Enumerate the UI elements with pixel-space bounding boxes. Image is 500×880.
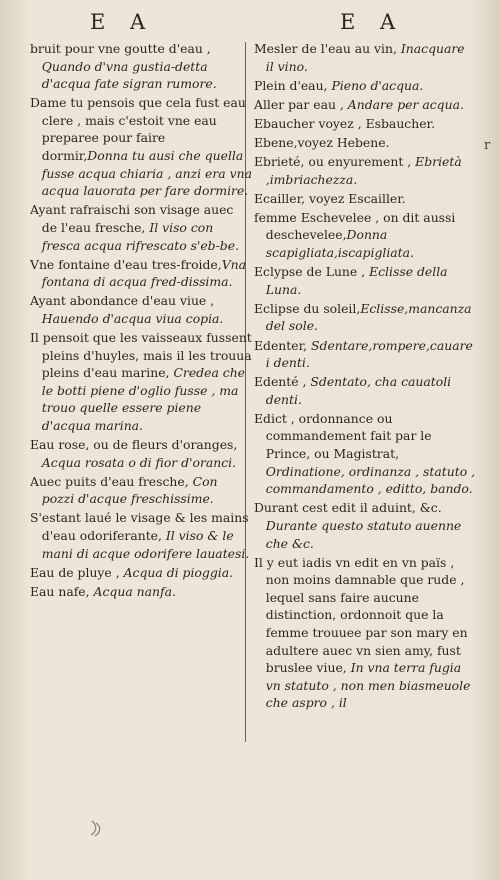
entry-italian-text: Durante questo statuto auenne che &c. [265,517,462,551]
dictionary-entry [254,373,476,408]
entry-french-text: femme Eschevelee , on dit aussi deschevelee, [254,209,456,243]
dictionary-entry [254,263,476,298]
entry-french-text: Edenter, [254,337,312,353]
dictionary-entry [254,499,476,552]
entry-italian-text: Il viso con fresca acqua rifrescato s'eb-be. [41,219,240,253]
entry-french-text: Eclypse de Lune , [254,264,370,280]
header-right: E A [340,10,405,34]
dictionary-entry [254,115,476,133]
entry-french-text: Edenté , [254,374,311,390]
dictionary-entry [254,77,476,95]
entry-french-text: bruit pour vne goutte d'eau , [30,41,211,56]
dictionary-entry [254,410,476,498]
entry-italian-text: Quando d'vna gustia-detta d'acqua fate sigran rumore. [41,58,217,92]
dictionary-entry [254,153,476,188]
dictionary-entry [30,436,252,471]
entry-french-text: Ebrieté, ou enyurement , [254,154,416,170]
entry-italian-text: Ordinatione, ordinanza , statuto , commandamento , editto, bando. [265,463,476,497]
entry-french-text: Ayant abondance d'eau viue , [30,293,215,309]
entry-french-text: Ebaucher voyez , Esbaucher. [254,115,436,131]
entry-french-text: Ecailler, voyez Escailler. [254,190,406,206]
entry-french-text: Plein d'eau, [254,77,332,93]
entry-italian-text: Eclisse,mancanza del sole. [265,300,472,334]
dictionary-entry [30,292,252,327]
entry-french-text: Vne fontaine d'eau tres-froide, [30,256,222,272]
entry-italian-text: In vna terra fugia vn statuto , non men biasmeuole che aspro , il [265,660,471,711]
entry-italian-text: Acqua di pioggia. [123,564,234,580]
entry-italian-text: Credea che le botti piene d'oglio fusse , ma trouo quelle essere piene d'acqua marina. [41,365,246,433]
entry-french-text: Dame tu pensois que cela fust eau clere , mais c'estoit vne eau preparee pour faire dormir, [30,95,246,164]
margin-mark: r [484,138,491,153]
dictionary-entry [30,564,252,582]
entry-italian-text: Vna fontana di acqua fred-dissima. [41,256,247,290]
entry-italian-text: Acqua nanfa. [93,583,176,599]
entry-french-text: Mesler de l'eau au vin, [254,41,401,56]
entry-french-text: Il y eut iadis vn edit en vn païs , non moins damnable que rude , lequel sans faire aucune distinction, ordonnoit que la femme trouuee par son mary en adultere auec vn sien amy, fust bruslee viue, [254,554,468,676]
entry-french-text: Auec puits d'eau fresche, [30,473,193,489]
dictionary-entry [254,134,476,152]
entry-french-text: Eclipse du soleil, [254,300,361,316]
dictionary-entry [254,209,476,262]
entry-french-text: Il pensoit que les vaisseaux fussent pleins d'huyles, mais il les trouua pleins d'eau marine, [30,330,252,381]
dictionary-entry [30,94,252,200]
entry-french-text: Durant cest edit il aduint, &c. [254,500,442,516]
dictionary-entry [30,473,252,508]
entry-italian-text: Andare per acqua. [347,96,464,112]
entry-french-text: Ebene,voyez Hebene. [254,134,390,150]
entry-french-text: Edict , ordonnance ou commandement fait par le Prince, ou Magistrat, [254,410,432,462]
entry-italian-text: Eclisse della Luna. [265,264,448,297]
header-left: E A [90,10,155,34]
entry-french-text: Eau rose, ou de fleurs d'oranges, [30,437,238,453]
entry-french-text: Eau nafe, [30,583,94,599]
right-column [254,40,476,713]
entry-italian-text: Inacquare il vino. [265,41,465,74]
entry-italian-text: Donna tu ausi che quella fusse acqua chiaria , anzi era vna acqua lauorata per fare dormire. [41,148,252,199]
dictionary-entry [254,190,476,208]
entry-french-text: S'estant laué le visage & les mains d'eau odoriferante, [30,510,249,544]
entry-italian-text: Con pozzi d'acque freschissime. [41,473,218,507]
ink-flourish-icon [88,818,108,838]
entry-italian-text: Hauendo d'acqua viua copia. [41,310,224,326]
dictionary-entry [30,40,252,93]
dictionary-entry [254,96,476,114]
entry-italian-text: Pieno d'acqua. [331,77,424,93]
entry-french-text: Ayant rafraischi son visage auec de l'eau fresche, [30,202,234,235]
entry-italian-text: Sdentato, cha cauatoli denti. [265,374,452,407]
dictionary-entry [30,509,252,562]
running-header [0,10,500,40]
entry-italian-text: Donna scapigliata,iscapigliata. [265,227,414,261]
dictionary-entry [254,40,476,75]
dictionary-entry [30,201,252,254]
left-column [30,40,252,602]
entry-french-text: Aller par eau , [254,96,348,112]
entry-french-text: Eau de pluye , [30,564,124,580]
entry-italian-text: Ebrietà ,imbriachezza. [265,154,462,187]
dictionary-entry [254,300,476,335]
dictionary-entry [30,256,252,291]
dictionary-entry [30,329,252,435]
entry-italian-text: Il viso & le mani di acque odorifere lauatesi. [41,528,250,561]
dictionary-entry [254,337,476,372]
entry-italian-text: Sdentare,rompere,cauare i denti. [265,337,473,371]
dictionary-entry [30,583,252,601]
dictionary-entry [254,554,476,712]
entry-italian-text: Acqua rosata o di fior d'oranci. [41,454,237,470]
